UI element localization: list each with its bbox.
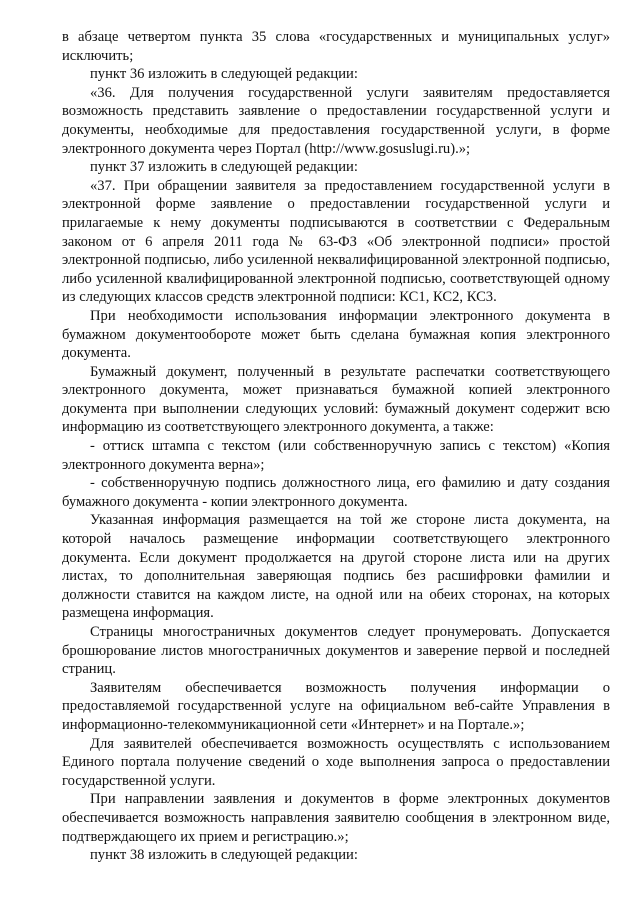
paragraph-9: - собственноручную подпись должностного лица, его фамилию и дату создания бумажного документа - копии электронного документа. <box>62 475 610 510</box>
paragraph-7: Бумажный документ, полученный в результате распечатки соответствующего электронного документа, может признаваться бумажной копией электронного документа при выполнении следующих условий: бумажный документ содержит всю информацию из соответствующего электронного документа, а также: <box>62 363 610 436</box>
paragraph-3: «36. Для получения государственной услуги заявителям предоставляется возможность представить заявление о предоставлении государственной услуги и документы, необходимые для предоставления государственной услуги, в форме электронного документа через Портал (http://www.gosuslugi.ru).»; <box>62 84 610 157</box>
paragraph-12: Заявителям обеспечивается возможность получения информации о предоставляемой государственной услуге на официальном веб-сайте Управления в информационно-телекоммуникационной сети «Интернет» и на Портале.»; <box>62 679 610 733</box>
paragraph-2: пункт 36 изложить в следующей редакции: <box>90 66 358 83</box>
paragraph-13: Для заявителей обеспечивается возможность осуществлять с использованием Единого портала получение сведений о ходе выполнения запроса о предоставлении государственной услуги. <box>62 735 610 789</box>
paragraph-1: в абзаце четвертом пункта 35 слова «государственных и муниципальных услуг» исключить; <box>62 29 610 64</box>
paragraph-4: пункт 37 изложить в следующей редакции: <box>90 159 358 176</box>
paragraph-11: Страницы многостраничных документов следует пронумеровать. Допускается брошюрование листов многостраничных документов и заверение первой и последней страниц. <box>62 624 610 678</box>
document-body <box>62 28 610 865</box>
paragraph-14: При направлении заявления и документов в форме электронных документов обеспечивается возможность направления заявителю сообщения в электронном виде, подтверждающего их прием и регистрацию.»; <box>62 791 610 845</box>
paragraph-6: При необходимости использования информации электронного документа в бумажном документообороте может быть сделана бумажная копия электронного документа. <box>62 307 610 362</box>
paragraph-8: - оттиск штампа с текстом (или собственноручную запись с текстом) «Копия электронного документа верна»; <box>62 438 610 473</box>
paragraph-5: «37. При обращении заявителя за предоставлением государственной услуги в электронной форме заявление о предоставлении государственной услуги и прилагаемые к нему документы подписываются в соответствии с Федеральным законом от 6 апреля 2011 года № 63-ФЗ «Об электронной подписи» простой электронной подписью, либо усиленной неквалифицированной электронной подписью, либо усиленной квалифицированной электронной подписью, соответствующей одному из следующих классов средств электронной подписи: КС1, КС2, КС3. <box>62 177 610 306</box>
paragraph-15: пункт 38 изложить в следующей редакции: <box>90 847 358 864</box>
paragraph-10: Указанная информация размещается на той же стороне листа документа, на которой началось размещение информации соответствующего электронного документа. Если документ продолжается на другой стороне листа или на других листах, то дополнительная заверяющая подпись без расшифровки фамилии и должности ставится на каждом листе, на одной или на обеих сторонах, на которых размещена информация. <box>62 512 610 622</box>
